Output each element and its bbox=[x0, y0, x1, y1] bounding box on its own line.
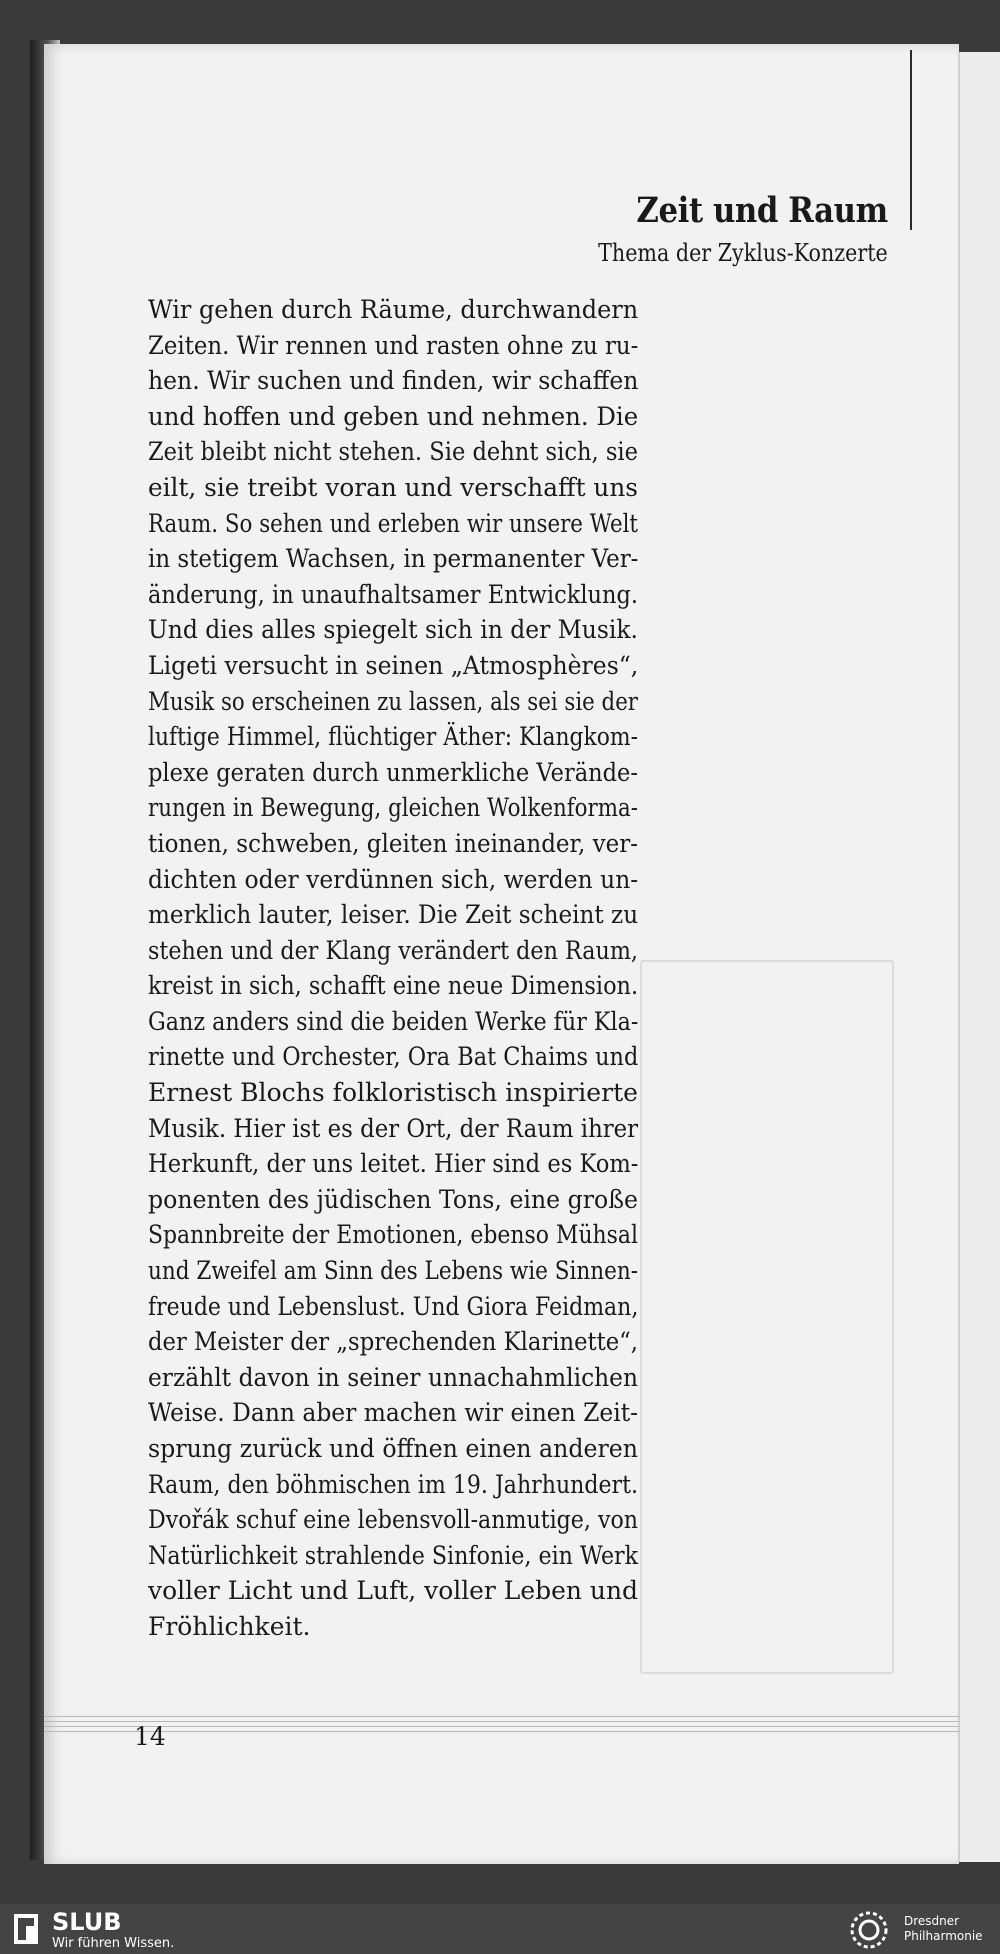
body-text-line: Ligeti versucht in seinen „Atmosphères“, bbox=[148, 650, 639, 680]
body-text-line: sprung zurück und öffnen einen anderen bbox=[148, 1434, 638, 1463]
footer-rules bbox=[44, 1716, 959, 1746]
body-text-line: Zeiten. Wir rennen und rasten ohne zu ru- bbox=[148, 330, 639, 360]
body-text-line: freude und Lebenslust. Und Giora Feidman, bbox=[148, 1291, 639, 1321]
body-text-line: erzählt davon in seiner unnachahmlichen bbox=[148, 1362, 638, 1392]
body-text-line: tionen, schweben, gleiten ineinander, ver- bbox=[148, 828, 638, 858]
next-page-edge bbox=[958, 52, 1000, 1862]
body-text-line: Herkunft, der uns leitet. Hier sind es Kom- bbox=[148, 1149, 639, 1179]
body-text-line: Wir gehen durch Räume, durchwandern bbox=[148, 295, 639, 324]
body-text-line: eilt, sie treibt voran und verschafft uns bbox=[148, 472, 638, 502]
body-text-line: in stetigem Wachsen, in permanenter Ver- bbox=[148, 544, 639, 574]
article-subtitle: Thema der Zyklus-Konzerte bbox=[598, 239, 888, 267]
body-text-line: hen. Wir suchen und finden, wir schaffen bbox=[148, 366, 639, 396]
body-text-line: Musik so erscheinen zu lassen, als sei sie der bbox=[148, 686, 638, 716]
body-text-line: dichten oder verdünnen sich, werden un- bbox=[148, 864, 639, 894]
article-title: Zeit und Raum bbox=[636, 190, 888, 231]
body-text-line: Und dies alles spiegelt sich in der Musik. bbox=[148, 615, 638, 645]
body-text-line: und Zweifel am Sinn des Lebens wie Sinnen- bbox=[148, 1256, 638, 1286]
slub-name[interactable]: SLUB bbox=[52, 1908, 122, 1936]
body-text-line: plexe geraten durch unmerkliche Verände- bbox=[148, 757, 638, 787]
body-text-line: Dvořák schuf eine lebensvoll-anmutige, von bbox=[148, 1505, 638, 1535]
body-text-line: rinette und Orchester, Ora Bat Chaims und bbox=[148, 1042, 639, 1072]
body-text-line: änderung, in unaufhaltsamer Entwicklung. bbox=[148, 579, 638, 609]
body-text-line: Fröhlichkeit. bbox=[148, 1611, 311, 1641]
body-text-line: Raum, den böhmischen im 19. Jahrhundert. bbox=[148, 1469, 638, 1499]
body-text-line: und hoffen und geben und nehmen. Die bbox=[148, 401, 639, 431]
body-text-line: Raum. So sehen und erleben wir unsere Welt bbox=[148, 508, 638, 538]
body-text-line: ponenten des jüdischen Tons, eine große bbox=[148, 1184, 638, 1214]
article-body bbox=[148, 292, 638, 1645]
philharmonie-logo-icon[interactable] bbox=[842, 1908, 896, 1952]
body-text-line: Weise. Dann aber machen wir einen Zeit- bbox=[148, 1398, 638, 1428]
philharmonie-name-line2: Philharmonie bbox=[904, 1929, 983, 1943]
body-text-line: Zeit bleibt nicht stehen. Sie dehnt sich, sie bbox=[148, 437, 638, 467]
body-text-line: Spannbreite der Emotionen, ebenso Mühsal bbox=[148, 1220, 638, 1250]
body-text-line: stehen und der Klang verändert den Raum, bbox=[148, 935, 638, 965]
article-heading bbox=[551, 190, 888, 267]
body-text-line: luftige Himmel, flüchtiger Äther: Klangkom- bbox=[148, 722, 638, 752]
vertical-rule bbox=[910, 50, 912, 230]
slub-logo-icon[interactable] bbox=[14, 1914, 38, 1944]
body-text-line: kreist in sich, schafft eine neue Dimension. bbox=[148, 971, 639, 1001]
body-text-line: merklich lauter, leiser. Die Zeit scheint zu bbox=[148, 900, 639, 930]
page-number: 14 bbox=[134, 1722, 166, 1751]
slub-tagline: Wir führen Wissen. bbox=[52, 1936, 175, 1951]
body-text-line: Ernest Blochs folkloristisch inspirierte bbox=[148, 1078, 638, 1108]
body-text-line: Musik. Hier ist es der Ort, der Raum ihrer bbox=[148, 1113, 639, 1143]
body-text-line: rungen in Bewegung, gleichen Wolkenforma- bbox=[148, 793, 638, 823]
body-text-line: Natürlichkeit strahlende Sinfonie, ein Werk bbox=[148, 1540, 639, 1570]
body-text-line: Ganz anders sind die beiden Werke für Kla- bbox=[148, 1006, 639, 1036]
philharmonie-name[interactable] bbox=[904, 1914, 983, 1944]
philharmonie-name-line1: Dresdner bbox=[904, 1914, 960, 1928]
viewer-footer-bar bbox=[0, 1904, 1000, 1954]
body-text-line: voller Licht und Luft, voller Leben und bbox=[148, 1576, 638, 1606]
body-text-line: der Meister der „sprechenden Klarinette“, bbox=[148, 1327, 638, 1357]
